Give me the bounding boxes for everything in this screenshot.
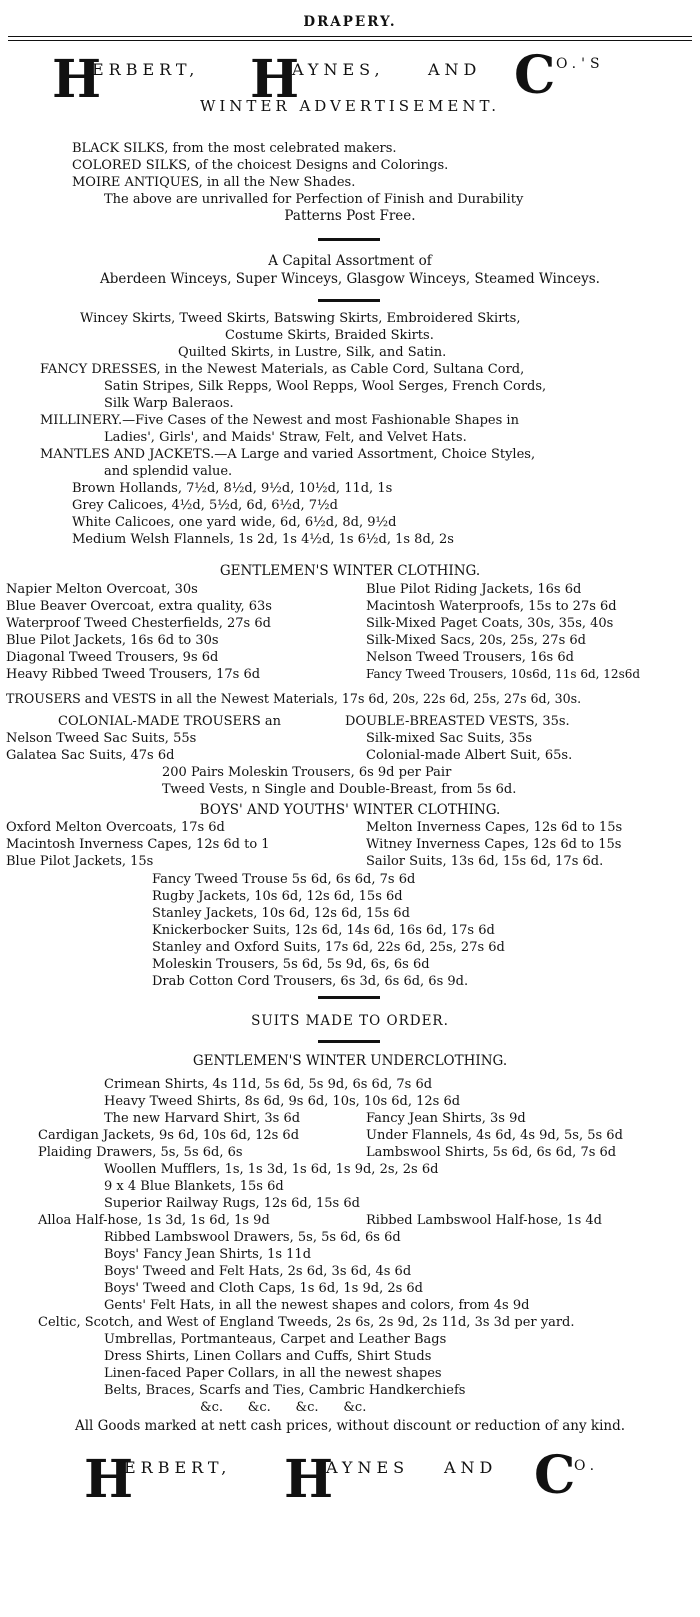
dresses-line: FANCY DRESSES, in the Newest Materials, as Cable Cord, Sultana Cord, <box>40 362 525 377</box>
gents-item-right: Silk-Mixed Sacs, 20s, 25s, 27s 6d <box>366 633 586 648</box>
under-line: Woollen Mufflers, 1s, 1s 3d, 1s 6d, 1s 9d, 2s, 2s 6d <box>104 1162 439 1177</box>
winter-advertisement: WINTER ADVERTISEMENT. <box>199 97 501 115</box>
divider <box>318 996 380 999</box>
gents-item-left: Diagonal Tweed Trousers, 9s 6d <box>6 650 219 665</box>
silks-line: The above are unrivalled for Perfection of Finish and Durability <box>104 192 524 207</box>
under-line: 9 x 4 Blue Blankets, 15s 6d <box>104 1179 284 1194</box>
under-line: Plaiding Drawers, 5s, 5s 6d, 6s <box>38 1145 243 1160</box>
suits-made-to-order: SUITS MADE TO ORDER. <box>251 1013 449 1029</box>
firm-word-co: O.'S <box>556 56 605 72</box>
firm-initial-h2: H <box>284 1449 334 1510</box>
divider <box>318 1040 380 1043</box>
boys-item: Drab Cotton Cord Trousers, 6s 3d, 6s 6d, 6s 9d. <box>152 974 469 989</box>
colonial-item-right: Colonial-made Albert Suit, 65s. <box>366 748 573 763</box>
colonial-item-right: Silk-mixed Sac Suits, 35s <box>366 731 533 746</box>
under-line: Linen-faced Paper Collars, in all the newest shapes <box>104 1366 442 1381</box>
top-rule <box>8 36 692 37</box>
firm-word-and: AND <box>444 1458 498 1477</box>
divider <box>318 299 380 302</box>
firm-word-co: O. <box>574 1458 600 1474</box>
under-line: Lambswool Shirts, 5s 6d, 6s 6d, 7s 6d <box>366 1145 617 1160</box>
trousers-vests-line: TROUSERS and VESTS in all the Newest Materials, 17s 6d, 20s, 22s 6d, 25s, 27s 6d, 30s. <box>6 691 582 706</box>
colonial-title-right: DOUBLE-BREASTED VESTS, 35s. <box>345 714 570 729</box>
boys-item-left: Blue Pilot Jackets, 15s <box>6 854 154 869</box>
silks-line: COLORED SILKS, of the choicest Designs and Colorings. <box>72 158 449 173</box>
dresses-line: MILLINERY.—Five Cases of the Newest and most Fashionable Shapes in <box>40 413 519 428</box>
under-line: Under Flannels, 4s 6d, 4s 9d, 5s, 5s 6d <box>366 1128 623 1143</box>
boys-item: Fancy Tweed Trouse 5s 6d, 6s 6d, 7s 6d <box>152 872 416 887</box>
winceys-line: A Capital Assortment of <box>268 253 432 269</box>
gents-item-left: Blue Beaver Overcoat, extra quality, 63s <box>6 599 272 614</box>
boys-item-left: Oxford Melton Overcoats, 17s 6d <box>6 820 225 835</box>
colonial-extra: 200 Pairs Moleskin Trousers, 6s 9d per Pair <box>162 765 452 780</box>
silks-line: BLACK SILKS, from the most celebrated makers. <box>72 141 397 156</box>
gents-item-left: Napier Melton Overcoat, 30s <box>6 582 198 597</box>
boys-item-right: Witney Inverness Capes, 12s 6d to 15s <box>366 837 622 852</box>
firm-word-herbert: ERBERT, <box>92 60 200 79</box>
under-line: Cardigan Jackets, 9s 6d, 10s 6d, 12s 6d <box>38 1128 300 1143</box>
boys-item: Rugby Jackets, 10s 6d, 12s 6d, 15s 6d <box>152 889 403 904</box>
gents-item-right: Fancy Tweed Trousers, 10s6d, 11s 6d, 12s6d <box>366 667 641 681</box>
dresses-line: Ladies', Girls', and Maids' Straw, Felt, and Velvet Hats. <box>104 430 467 445</box>
under-line: Crimean Shirts, 4s 11d, 5s 6d, 5s 9d, 6s 6d, 7s 6d <box>104 1077 433 1092</box>
boys-item: Moleskin Trousers, 5s 6d, 5s 9d, 6s, 6s 6d <box>152 957 430 972</box>
gents-item-left: Waterproof Tweed Chesterfields, 27s 6d <box>6 616 271 631</box>
under-line: Fancy Jean Shirts, 3s 9d <box>366 1111 526 1126</box>
firm-initial-h2: H <box>250 49 300 110</box>
dresses-line: Grey Calicoes, 4½d, 5½d, 6d, 6½d, 7½d <box>72 498 338 513</box>
dresses-line: Satin Stripes, Silk Repps, Wool Repps, Wool Serges, French Cords, <box>104 379 547 394</box>
colonial-extra: Tweed Vests, n Single and Double-Breast, from 5s 6d. <box>162 782 517 797</box>
firm-initial-c: C <box>514 45 556 106</box>
firm-word-herbert: ERBERT, <box>124 1458 232 1477</box>
gents-item-left: Heavy Ribbed Tweed Trousers, 17s 6d <box>6 667 261 682</box>
dresses-line: and splendid value. <box>104 464 233 479</box>
gents-item-right: Blue Pilot Riding Jackets, 16s 6d <box>366 582 582 597</box>
firm-initial-h1: H <box>84 1449 134 1510</box>
winceys-line: Aberdeen Winceys, Super Winceys, Glasgow Winceys, Steamed Winceys. <box>100 271 600 287</box>
gents-item-left: Blue Pilot Jackets, 16s 6d to 30s <box>6 633 219 648</box>
under-line: Heavy Tweed Shirts, 8s 6d, 9s 6d, 10s, 10s 6d, 12s 6d <box>104 1094 461 1109</box>
under-line: Boys' Fancy Jean Shirts, 1s 11d <box>104 1247 312 1262</box>
boys-item: Stanley Jackets, 10s 6d, 12s 6d, 15s 6d <box>152 906 410 921</box>
under-line: Boys' Tweed and Cloth Caps, 1s 6d, 1s 9d, 2s 6d <box>104 1281 424 1296</box>
under-line: Dress Shirts, Linen Collars and Cuffs, Shirt Studs <box>104 1349 432 1364</box>
under-line: Boys' Tweed and Felt Hats, 2s 6d, 3s 6d, 4s 6d <box>104 1264 412 1279</box>
dresses-line: Silk Warp Baleraos. <box>104 396 234 411</box>
divider <box>318 238 380 241</box>
dresses-line: Medium Welsh Flannels, 1s 2d, 1s 4½d, 1s 6½d, 1s 8d, 2s <box>72 532 454 547</box>
firm-initial-c: C <box>534 1445 576 1506</box>
section-title: DRAPERY. <box>303 14 397 30</box>
boys-item-right: Sailor Suits, 13s 6d, 15s 6d, 17s 6d. <box>366 854 604 869</box>
dresses-line: Wincey Skirts, Tweed Skirts, Batswing Skirts, Embroidered Skirts, <box>80 311 521 326</box>
firm-word-haynes: AYNES, <box>292 60 385 79</box>
gents-item-right: Silk-Mixed Paget Coats, 30s, 35s, 40s <box>366 616 614 631</box>
colonial-item-left: Galatea Sac Suits, 47s 6d <box>6 748 175 763</box>
boys-item: Stanley and Oxford Suits, 17s 6d, 22s 6d, 25s, 27s 6d <box>152 940 505 955</box>
dresses-line: Quilted Skirts, in Lustre, Silk, and Satin. <box>178 345 447 360</box>
under-line: Alloa Half-hose, 1s 3d, 1s 6d, 1s 9d <box>38 1213 270 1228</box>
firm-word-haynes: AYNES <box>326 1458 410 1477</box>
under-line: Belts, Braces, Scarfs and Ties, Cambric Handkerchiefs <box>104 1383 466 1398</box>
silks-line: Patterns Post Free. <box>284 208 416 224</box>
boys-clothing-title: BOYS' AND YOUTHS' WINTER CLOTHING. <box>199 802 501 818</box>
under-line: Ribbed Lambswool Drawers, 5s, 5s 6d, 6s 6d <box>104 1230 401 1245</box>
dresses-line: White Calicoes, one yard wide, 6d, 6½d, 8d, 9½d <box>72 515 397 530</box>
under-line: Gents' Felt Hats, in all the newest shapes and colors, from 4s 9d <box>104 1298 530 1313</box>
under-line: Umbrellas, Portmanteaus, Carpet and Leather Bags <box>104 1332 447 1347</box>
closing-notice: All Goods marked at nett cash prices, without discount or reduction of any kind. <box>74 1418 626 1434</box>
top-rule-thin <box>8 40 692 41</box>
silks-line: MOIRE ANTIQUES, in all the New Shades. <box>72 175 356 190</box>
colonial-item-left: Nelson Tweed Sac Suits, 55s <box>6 731 197 746</box>
under-line: &c. &c. &c. &c. <box>200 1400 367 1415</box>
under-line: Superior Railway Rugs, 12s 6d, 15s 6d <box>104 1196 360 1211</box>
dresses-line: Costume Skirts, Braided Skirts. <box>225 328 434 343</box>
dresses-line: MANTLES AND JACKETS.—A Large and varied Assortment, Choice Styles, <box>40 447 536 462</box>
underclothing-title: GENTLEMEN'S WINTER UNDERCLOTHING. <box>192 1053 508 1069</box>
under-line: Ribbed Lambswool Half-hose, 1s 4d <box>366 1213 602 1228</box>
firm-word-and: AND <box>428 60 482 79</box>
boys-item-left: Macintosh Inverness Capes, 12s 6d to 1 <box>6 837 270 852</box>
under-line: Celtic, Scotch, and West of England Tweeds, 2s 6s, 2s 9d, 2s 11d, 3s 3d per yard. <box>38 1315 575 1330</box>
firm-initial-h1: H <box>52 49 102 110</box>
boys-item: Knickerbocker Suits, 12s 6d, 14s 6d, 16s 6d, 17s 6d <box>152 923 495 938</box>
gents-item-right: Macintosh Waterproofs, 15s to 27s 6d <box>366 599 617 614</box>
gents-clothing-title: GENTLEMEN'S WINTER CLOTHING. <box>219 563 481 579</box>
under-line: The new Harvard Shirt, 3s 6d <box>104 1111 301 1126</box>
colonial-title-left: COLONIAL-MADE TROUSERS an <box>58 714 281 729</box>
gents-item-right: Nelson Tweed Trousers, 16s 6d <box>366 650 574 665</box>
dresses-line: Brown Hollands, 7½d, 8½d, 9½d, 10½d, 11d, 1s <box>72 481 393 496</box>
boys-item-right: Melton Inverness Capes, 12s 6d to 15s <box>366 820 623 835</box>
